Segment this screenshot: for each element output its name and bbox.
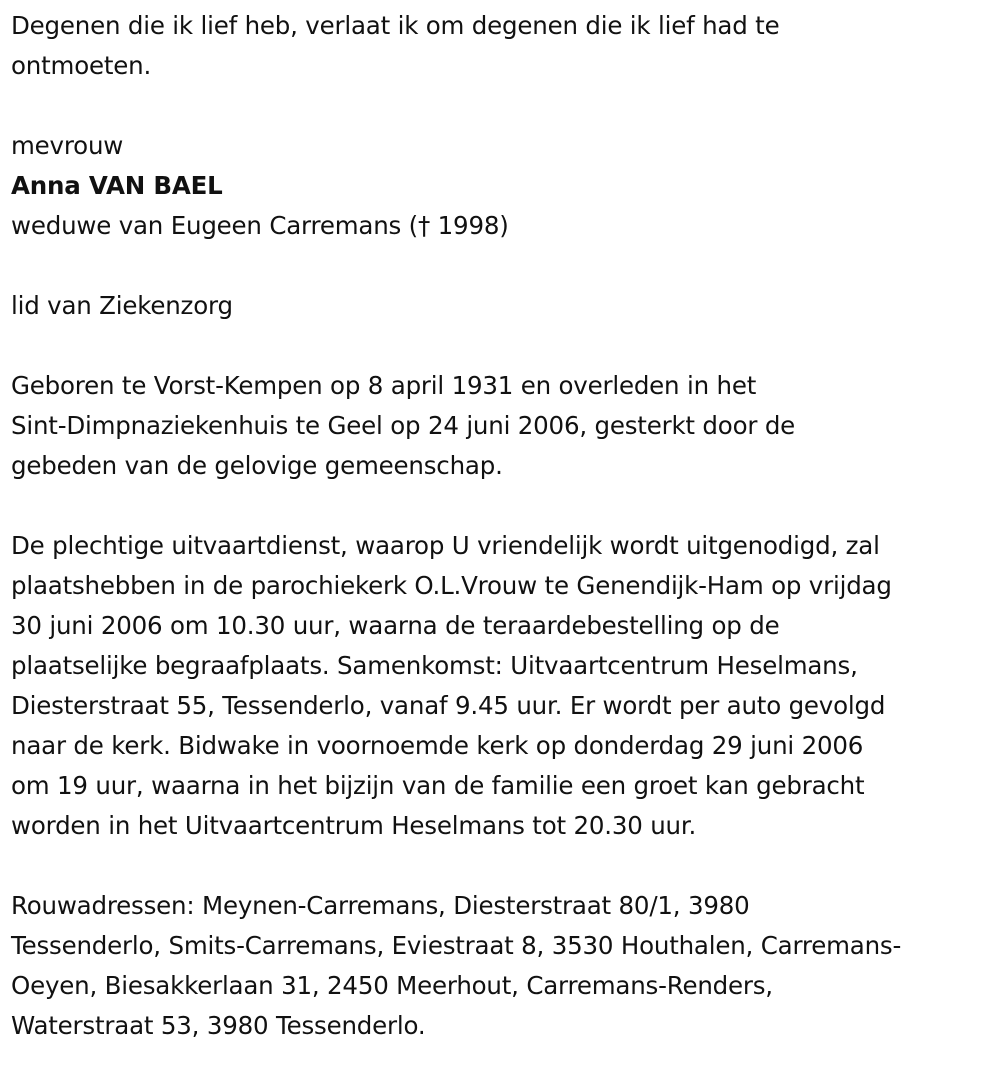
paragraph-line: Oeyen, Biesakkerlaan 31, 2450 Meerhout, Carremans-Renders, [11,971,773,1000]
paragraph-line: De plechtige uitvaartdienst, waarop U vriendelijk wordt uitgenodigd, zal [11,531,880,560]
spacer [11,846,1000,886]
paragraph-line: 30 juni 2006 om 10.30 uur, waarna de teraardebestelling op de [11,611,780,640]
paragraph-line: Rouwadressen: Meynen-Carremans, Diesterstraat 80/1, 3980 [11,891,750,920]
birth-death-paragraph [11,366,1000,486]
paragraph-line: naar de kerk. Bidwake in voornoemde kerk op donderdag 29 juni 2006 [11,731,864,760]
paragraph-line: om 19 uur, waarna in het bijzijn van de familie een groet kan gebracht [11,771,865,800]
motto-line: ontmoeten. [11,51,152,80]
paragraph-line: Diesterstraat 55, Tessenderlo, vanaf 9.45 uur. Er wordt per auto gevolgd [11,691,886,720]
addresses-paragraph [11,886,1000,1046]
ceremony-paragraph [11,526,1000,846]
spacer [11,246,1000,286]
widow-of-text: weduwe van Eugeen Carremans († 1998) [11,211,509,240]
motto-line: Degenen die ik lief heb, verlaat ik om degenen die ik lief had te [11,11,780,40]
spacer [11,86,1000,126]
spacer [11,486,1000,526]
paragraph-line: plaatshebben in de parochiekerk O.L.Vrouw te Genendijk-Ham op vrijdag [11,571,892,600]
title-text: mevrouw [11,131,124,160]
motto-block [11,6,1000,86]
paragraph-line: Geboren te Vorst-Kempen op 8 april 1931 en overleden in het [11,371,757,400]
paragraph-line: gebeden van de gelovige gemeenschap. [11,451,503,480]
spacer [11,326,1000,366]
membership-text: lid van Ziekenzorg [11,291,233,320]
paragraph-line: Sint-Dimpnaziekenhuis te Geel op 24 juni 2006, gesterkt door de [11,411,796,440]
paragraph-line: Tessenderlo, Smits-Carremans, Eviestraat 8, 3530 Houthalen, Carremans- [11,931,902,960]
deceased-name: Anna VAN BAEL [11,171,223,200]
paragraph-line: plaatselijke begraafplaats. Samenkomst: Uitvaartcentrum Heselmans, [11,651,858,680]
paragraph-line: worden in het Uitvaartcentrum Heselmans tot 20.30 uur. [11,811,697,840]
paragraph-line: Waterstraat 53, 3980 Tessenderlo. [11,1011,426,1040]
